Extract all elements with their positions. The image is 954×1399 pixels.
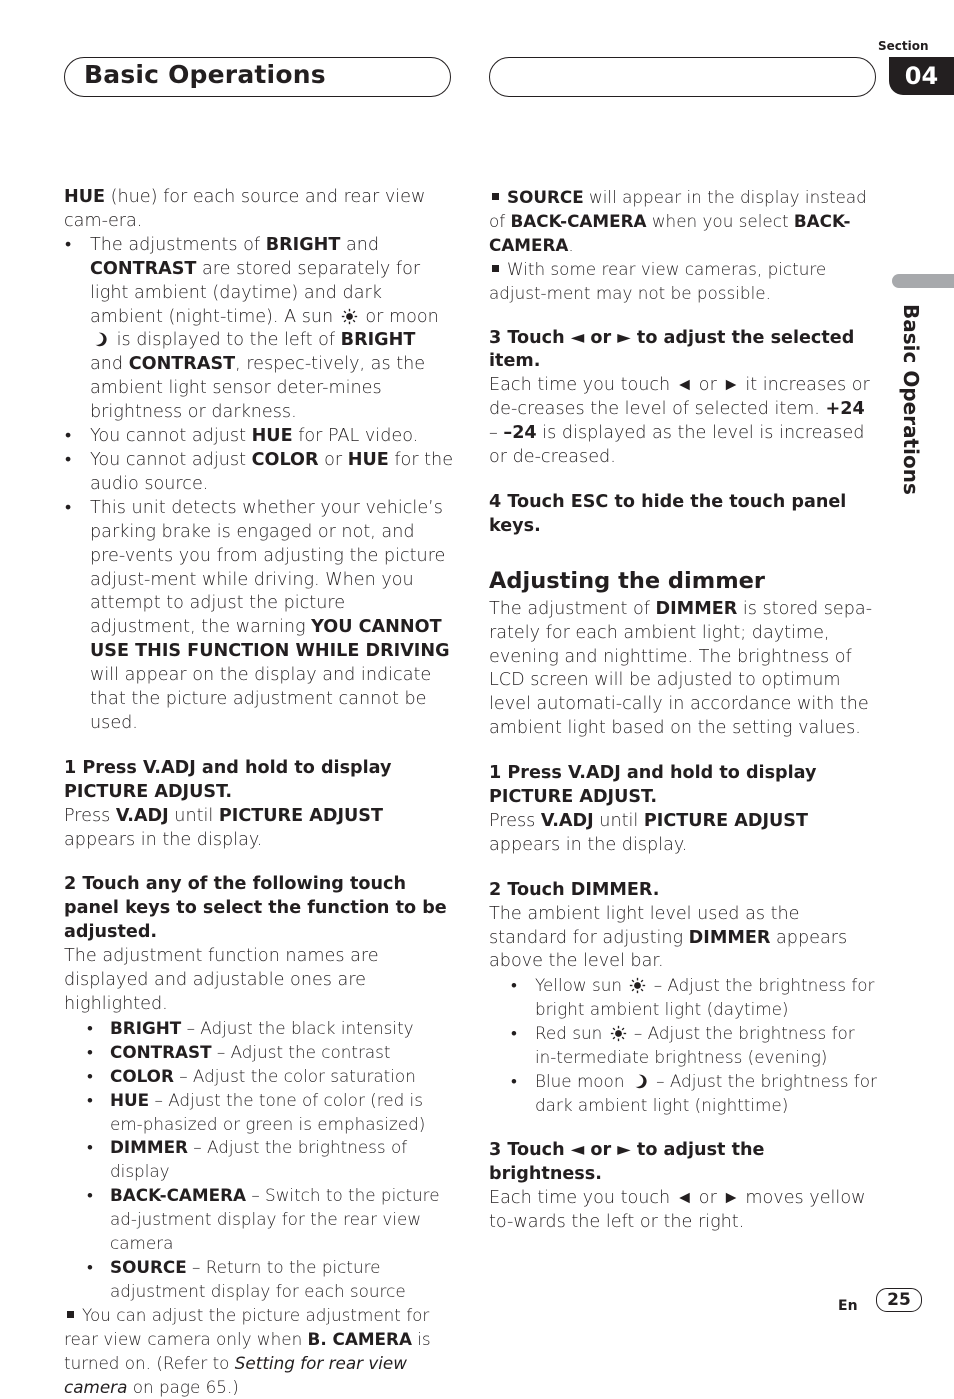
- sun-icon: [610, 1025, 627, 1042]
- step-3-body: Each time you touch ◄ or ► it increases or de-creases the level of selected item. +24 – –24 is displayed as the level is increased or de-creased.: [489, 375, 870, 468]
- sun-icon: [629, 977, 646, 994]
- source-note-text: SOURCE will appear in the display instead of BACK-CAMERA when you select BACK-CAMERA.: [489, 187, 867, 255]
- section-number: 04: [889, 57, 954, 95]
- list-item: • The adjustments of BRIGHT and CONTRAST are stored separately for light ambient (daytime) and dark ambient (night-time). A sun or moon is displayed to the left of BRIGHT and CONTRAST, respec-tively, as the ambient light sensor deter-mines brightness or darkness.: [64, 234, 454, 425]
- source-note: [489, 186, 879, 258]
- ambient-level-list: [489, 974, 879, 1117]
- function-item: • BACK-CAMERA – Switch to the picture ad-justment display for the rear view camera: [64, 1184, 454, 1256]
- page-title: Basic Operations: [84, 60, 326, 89]
- page-number: 25: [876, 1288, 922, 1312]
- list-item: • Blue moon – Adjust the brightness for dark ambient light (nighttime): [489, 1070, 879, 1118]
- function-item: • DIMMER – Adjust the brightness of display: [64, 1136, 454, 1184]
- function-list: [64, 1017, 454, 1304]
- step-2-heading: 2 Touch any of the following touch panel keys to select the function to be adjusted.: [64, 874, 447, 943]
- function-item: • COLOR – Adjust the color saturation: [64, 1065, 454, 1089]
- side-tab: [885, 304, 937, 494]
- dimmer-step-2-body: The ambient light level used as the standard for adjusting DIMMER appears above the level bar.: [489, 903, 848, 972]
- moon-icon: [632, 1073, 649, 1090]
- note-square-icon: [492, 193, 499, 200]
- camera-note-text: You can adjust the picture adjustment for rear view camera only when B. CAMERA is turned on. (Refer to Setting for rear view camera on page 65.): [64, 1304, 431, 1397]
- step-4-heading: 4 Touch ESC to hide the touch panel keys.: [489, 491, 847, 536]
- camera-note: [64, 1304, 454, 1399]
- step-1-body: Press V.ADJ until PICTURE ADJUST appears in the display.: [64, 805, 383, 850]
- function-item: • CONTRAST – Adjust the contrast: [64, 1041, 454, 1065]
- function-item: • BRIGHT – Adjust the black intensity: [64, 1017, 454, 1041]
- language-code: En: [838, 1298, 858, 1314]
- note-square-icon: [67, 1311, 74, 1318]
- moon-icon: [92, 331, 109, 348]
- dimmer-step-1-body: Press V.ADJ until PICTURE ADJUST appears in the display.: [489, 810, 808, 855]
- right-column: [489, 186, 879, 1234]
- list-item: • You cannot adjust COLOR or HUE for the audio source.: [64, 449, 454, 497]
- step-1-heading: 1 Press V.ADJ and hold to display PICTURE ADJUST.: [64, 757, 392, 802]
- dimmer-step-2-heading: 2 Touch DIMMER.: [489, 879, 660, 900]
- dimmer-step-3-body: Each time you touch ◄ or ► moves yellow to-wards the left or the right.: [489, 1187, 866, 1232]
- intro-paragraph: HUE (hue) for each source and rear view cam-era.: [64, 187, 426, 231]
- function-item: • HUE – Adjust the tone of color (red is em-phasized or green is emphasized): [64, 1089, 454, 1137]
- notes-list: [64, 234, 454, 736]
- header-blank-frame: [489, 57, 876, 97]
- side-tab-marker: [892, 274, 954, 288]
- dimmer-heading: Adjusting the dimmer: [489, 567, 765, 594]
- function-item: • SOURCE – Return to the picture adjustment display for each source: [64, 1256, 454, 1304]
- camera-limit-note: [489, 258, 879, 306]
- step-3-heading: 3 Touch ◄ or ► to adjust the selected item.: [489, 327, 855, 372]
- dimmer-step-1-heading: 1 Press V.ADJ and hold to display PICTURE ADJUST.: [489, 763, 817, 808]
- dimmer-body: The adjustment of DIMMER is stored sepa-rately for each ambient light; daytime, evening and nighttime. The brightness of LCD screen will be adjusted to optimum level automati-cally in accordance with the ambient light based on the setting values.: [489, 598, 873, 739]
- list-item: • Yellow sun – Adjust the brightness for bright ambient light (daytime): [489, 974, 879, 1022]
- section-label: Section: [878, 39, 929, 53]
- list-item: • This unit detects whether your vehicle’s parking brake is engaged or not, and pre-vents you from adjusting the picture adjust-ment while driving. When you attempt to adjust the picture adjustment, the warning YOU CANNOT USE THIS FUNCTION WHILE DRIVING will appear on the display and indicate that the picture adjustment cannot be used.: [64, 497, 454, 736]
- camera-limit-note-text: With some rear view cameras, picture adjust-ment may not be possible.: [489, 258, 827, 303]
- note-square-icon: [492, 265, 499, 272]
- step-2-body: The adjustment function names are displayed and adjustable ones are highlighted.: [64, 946, 379, 1014]
- list-item: • You cannot adjust HUE for PAL video.: [64, 425, 454, 449]
- sun-icon: [341, 308, 358, 325]
- list-item: • Red sun – Adjust the brightness for in-termediate brightness (evening): [489, 1022, 879, 1070]
- dimmer-step-3-heading: 3 Touch ◄ or ► to adjust the brightness.: [489, 1139, 765, 1184]
- side-tab-label: Basic Operations: [899, 304, 923, 495]
- left-column: [64, 186, 454, 1399]
